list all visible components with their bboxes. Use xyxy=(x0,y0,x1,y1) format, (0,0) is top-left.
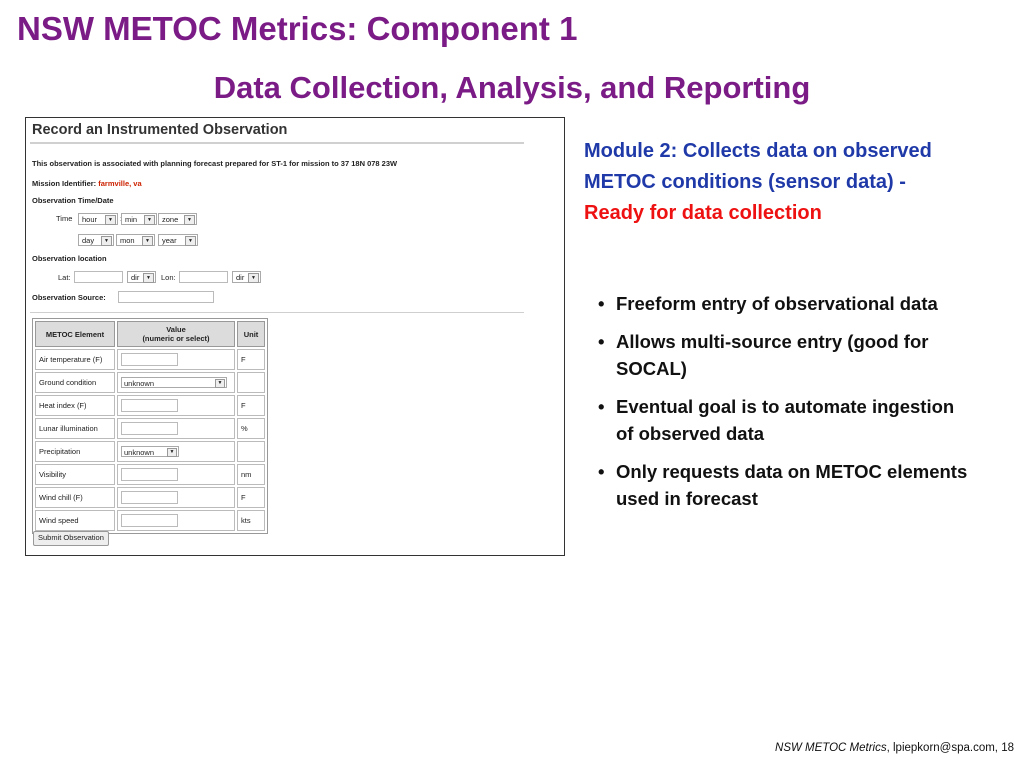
header-value xyxy=(117,321,235,347)
day-value: day xyxy=(82,236,95,245)
association-text: This observation is associated with planning forecast prepared for ST-1 for mission to 37 18N 078 23W xyxy=(32,159,398,168)
value-cell xyxy=(117,487,235,508)
element-cell: Lunar illumination xyxy=(35,418,115,439)
lat-dir-select[interactable] xyxy=(127,271,156,283)
title-divider xyxy=(30,142,524,144)
footer-rest: , lpiepkorn@spa.com, 18 xyxy=(886,742,1014,754)
chevron-down-icon: ▼ xyxy=(184,215,195,225)
list-item xyxy=(596,328,976,383)
unit-cell: nm xyxy=(237,464,265,485)
time-label: Time xyxy=(56,214,73,223)
list-item-text: Freeform entry of observational data xyxy=(616,293,938,314)
unit-cell: F xyxy=(237,487,265,508)
mon-select[interactable] xyxy=(116,234,155,246)
footer xyxy=(775,742,1014,754)
chevron-down-icon: ▼ xyxy=(105,215,116,225)
mission-label: Mission Identifier: xyxy=(32,179,97,188)
value-select-text: unknown xyxy=(124,448,155,457)
value-cell xyxy=(117,418,235,439)
list-item xyxy=(596,290,976,318)
mission-row xyxy=(32,179,142,188)
module-status: Ready for data collection xyxy=(584,202,822,224)
bullet-icon: • xyxy=(598,330,605,352)
metoc-table-body xyxy=(35,349,265,531)
value-input[interactable] xyxy=(121,422,178,435)
chevron-down-icon: ▼ xyxy=(167,448,177,457)
bullet-icon: • xyxy=(598,293,605,314)
list-item xyxy=(596,393,976,448)
value-input[interactable] xyxy=(121,491,178,504)
year-select[interactable] xyxy=(158,234,198,246)
lon-input[interactable] xyxy=(179,271,228,283)
chevron-down-icon: ▼ xyxy=(248,273,259,283)
slide-subtitle: Data Collection, Analysis, and Reporting xyxy=(213,70,811,105)
submit-observation-button[interactable]: Submit Observation xyxy=(33,531,109,546)
chevron-down-icon: ▼ xyxy=(142,236,153,246)
lat-input[interactable] xyxy=(74,271,123,283)
mon-value: mon xyxy=(120,236,135,245)
chevron-down-icon: ▼ xyxy=(185,236,196,246)
chevron-down-icon: ▼ xyxy=(144,215,155,225)
chevron-down-icon: ▼ xyxy=(101,236,112,246)
element-cell: Air temperature (F) xyxy=(35,349,115,370)
min-select[interactable] xyxy=(121,213,157,225)
feature-list xyxy=(596,290,976,523)
list-item-text: Allows multi-source entry (good for SOCAL) xyxy=(616,330,929,379)
unit-cell xyxy=(237,372,265,393)
list-item-text: Eventual goal is to automate ingestion of observed data xyxy=(616,395,955,444)
module-text xyxy=(584,136,964,229)
list-item-text: Only requests data on METOC elements used in forecast xyxy=(616,460,968,509)
element-cell: Precipitation xyxy=(35,441,115,462)
unit-cell: % xyxy=(237,418,265,439)
table-row xyxy=(35,372,265,393)
element-cell: Visibility xyxy=(35,464,115,485)
source-input[interactable] xyxy=(118,291,214,303)
header-unit: Unit xyxy=(237,321,265,347)
value-input[interactable] xyxy=(121,399,178,412)
zone-select[interactable] xyxy=(158,213,197,225)
table-row xyxy=(35,418,265,439)
metoc-table xyxy=(32,318,268,534)
table-row xyxy=(35,395,265,416)
unit-cell: F xyxy=(237,349,265,370)
value-input[interactable] xyxy=(121,514,178,527)
mission-value: farmville, va xyxy=(98,179,142,188)
min-value: min xyxy=(125,215,138,224)
lat-dir-value: dir xyxy=(131,273,140,282)
source-label: Observation Source: xyxy=(32,293,106,302)
value-cell xyxy=(117,395,235,416)
year-value: year xyxy=(162,236,177,245)
hour-value: hour xyxy=(82,215,98,224)
table-row xyxy=(35,464,265,485)
module-description xyxy=(584,136,964,229)
footer-italic: NSW METOC Metrics xyxy=(775,742,887,754)
unit-cell: kts xyxy=(237,510,265,531)
value-cell xyxy=(117,349,235,370)
table-row xyxy=(35,487,265,508)
bullet-icon: • xyxy=(598,460,605,482)
value-cell xyxy=(117,464,235,485)
form-screenshot xyxy=(25,117,565,556)
chevron-down-icon: ▼ xyxy=(143,273,154,283)
lon-dir-value: dir xyxy=(236,273,245,282)
value-select[interactable] xyxy=(121,377,227,388)
unit-cell xyxy=(237,441,265,462)
value-select-text: unknown xyxy=(124,379,155,388)
table-row xyxy=(35,441,265,462)
lon-dir-select[interactable] xyxy=(232,271,261,283)
form-title: Record an Instrumented Observation xyxy=(32,122,288,138)
header-value-line1: Value xyxy=(166,325,186,334)
element-cell: Wind speed xyxy=(35,510,115,531)
slide-title: NSW METOC Metrics: Component 1 xyxy=(17,10,578,47)
value-select[interactable] xyxy=(121,446,179,457)
value-input[interactable] xyxy=(121,468,178,481)
element-cell: Ground condition xyxy=(35,372,115,393)
section-divider xyxy=(30,312,524,313)
lon-label: Lon: xyxy=(161,273,176,282)
module-text-blue: Module 2: Collects data on observed METOC conditions (sensor data) - xyxy=(584,140,932,193)
header-element: METOC Element xyxy=(35,321,115,347)
location-label: Observation location xyxy=(32,254,107,263)
element-cell: Wind chill (F) xyxy=(35,487,115,508)
day-select[interactable] xyxy=(78,234,114,246)
table-row xyxy=(35,349,265,370)
table-row xyxy=(35,510,265,531)
lat-label: Lat: xyxy=(58,273,71,282)
element-cell: Heat index (F) xyxy=(35,395,115,416)
unit-cell: F xyxy=(237,395,265,416)
time-date-label: Observation Time/Date xyxy=(32,196,114,205)
value-cell xyxy=(117,441,235,462)
bullet-icon: • xyxy=(598,395,605,417)
value-cell xyxy=(117,510,235,531)
value-input[interactable] xyxy=(121,353,178,366)
header-value-line2: (numeric or select) xyxy=(142,334,210,343)
value-cell xyxy=(117,372,235,393)
zone-value: zone xyxy=(162,215,179,224)
list-item xyxy=(596,458,976,513)
table-header-row xyxy=(35,321,265,347)
hour-select[interactable] xyxy=(78,213,118,225)
chevron-down-icon: ▼ xyxy=(215,379,225,388)
